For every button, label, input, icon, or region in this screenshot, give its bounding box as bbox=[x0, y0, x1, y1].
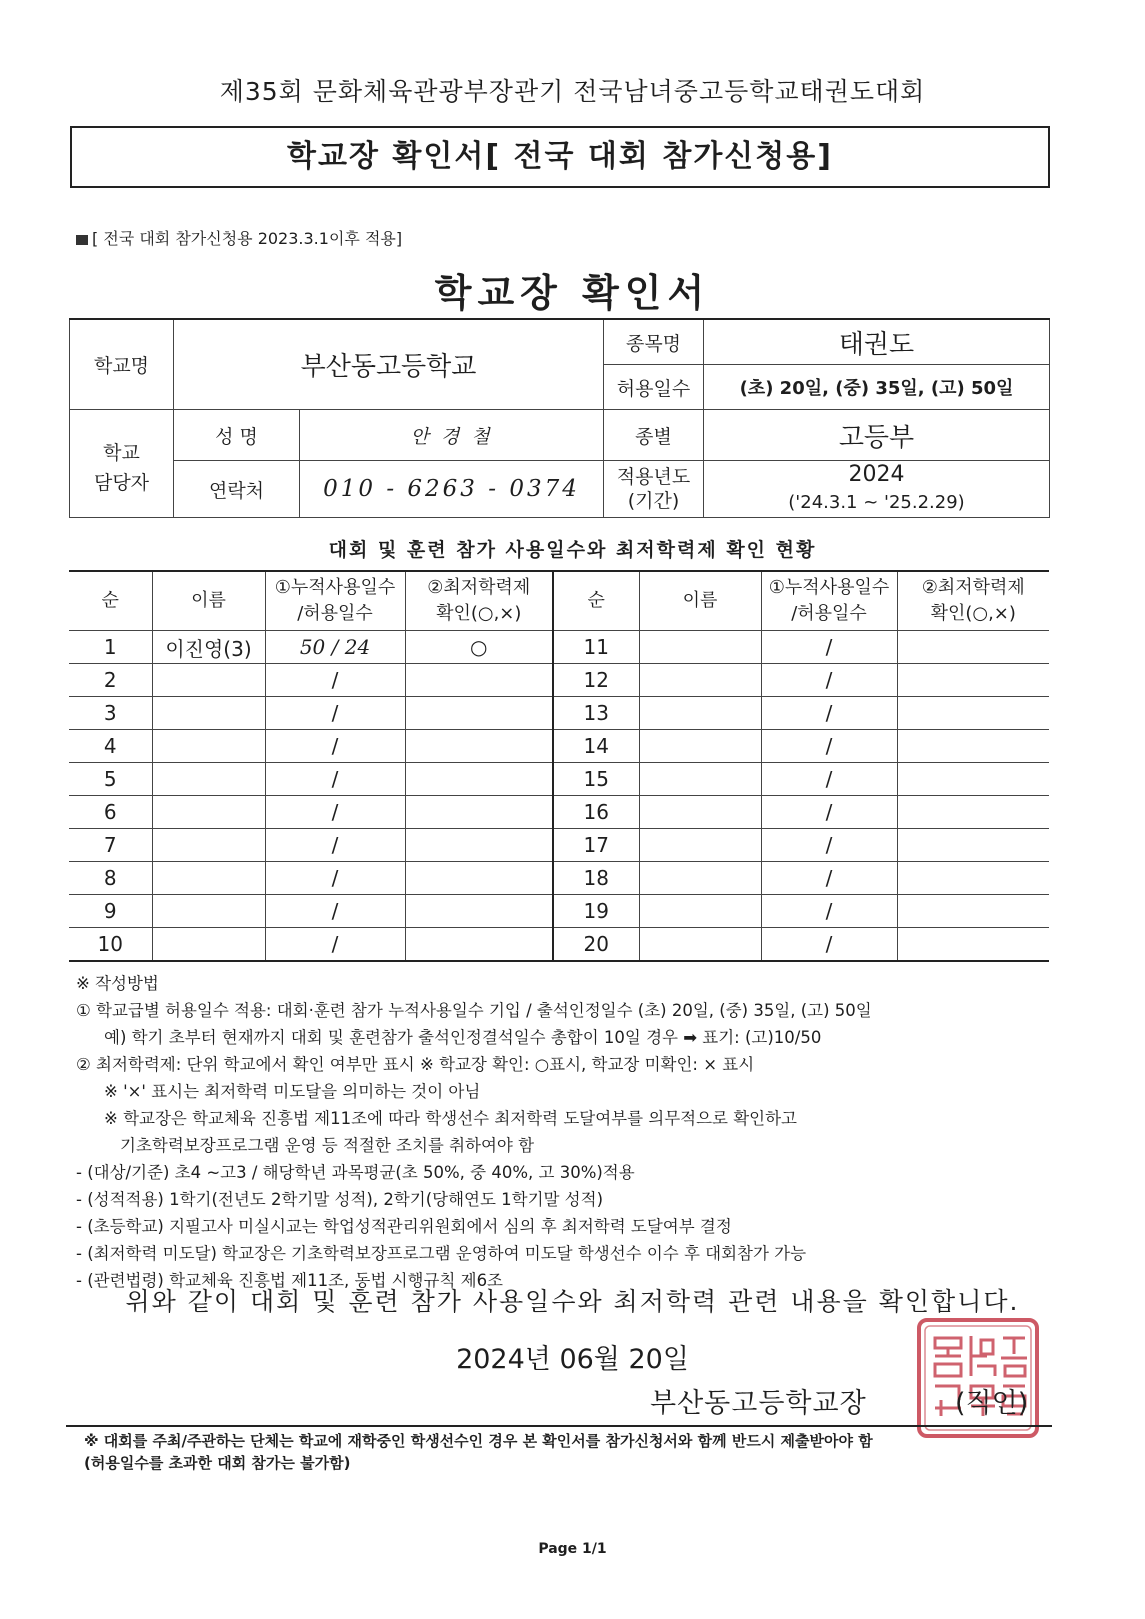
cell-check bbox=[897, 862, 1049, 895]
cell-name bbox=[152, 763, 265, 796]
allowed-value: (초) 20일, (중) 35일, (고) 50일 bbox=[704, 365, 1050, 410]
footer-note-line2: (허용일수를 초과한 대회 참가는 불가함) bbox=[84, 1454, 351, 1472]
cell-name bbox=[152, 796, 265, 829]
cell-name bbox=[152, 664, 265, 697]
cell-days: / bbox=[761, 829, 897, 862]
cell-check bbox=[897, 895, 1049, 928]
cell-days: / bbox=[265, 928, 405, 962]
cell-days: / bbox=[761, 631, 897, 664]
cell-no: 7 bbox=[69, 829, 152, 862]
cell-days: / bbox=[761, 796, 897, 829]
year-value: 2024 bbox=[848, 462, 905, 487]
cell-name bbox=[152, 829, 265, 862]
cell-no: 1 bbox=[69, 631, 152, 664]
method-line: - (초등학교) 지필고사 미실시교는 학업성적관리위원회에서 심의 후 최저학력 도달여부 결정 bbox=[76, 1217, 732, 1236]
table-row bbox=[69, 664, 1049, 697]
cell-check: ○ bbox=[405, 631, 553, 664]
cell-no: 9 bbox=[69, 895, 152, 928]
cell-days: / bbox=[761, 895, 897, 928]
col-days-right bbox=[761, 571, 897, 631]
col-check-right-line2: 확인(○,×) bbox=[930, 603, 1016, 624]
cell-no: 14 bbox=[553, 730, 639, 763]
manager-label bbox=[70, 410, 174, 518]
method-line: ② 최저학력제: 단위 학교에서 확인 여부만 표시 ※ 학교장 확인: ○표시, 학교장 미확인: × 표시 bbox=[76, 1055, 755, 1074]
cell-check bbox=[405, 664, 553, 697]
status-title: 대회 및 훈련 참가 사용일수와 최저학력제 확인 현황 bbox=[328, 539, 817, 561]
cell-no: 16 bbox=[553, 796, 639, 829]
cell-name bbox=[639, 796, 761, 829]
cell-check bbox=[405, 730, 553, 763]
cell-check bbox=[405, 928, 553, 962]
cell-days: / bbox=[265, 664, 405, 697]
col-check-right bbox=[897, 571, 1049, 631]
year-cell bbox=[704, 461, 1050, 518]
top-heading: 제35회 문화체육관광부장관기 전국남녀중고등학교태권도대회 bbox=[219, 77, 926, 106]
year-period: ('24.3.1 ~ '25.2.29) bbox=[788, 492, 965, 513]
apply-note-text: [ 전국 대회 참가신청용 2023.3.1이후 적용] bbox=[92, 229, 403, 248]
year-label-line2: (기간) bbox=[627, 490, 680, 512]
cell-check bbox=[897, 763, 1049, 796]
table-row bbox=[69, 829, 1049, 862]
table-row bbox=[69, 730, 1049, 763]
table-row bbox=[69, 796, 1049, 829]
year-label bbox=[604, 461, 704, 518]
method-line: - (성적적용) 1학기(전년도 2학기말 성적), 2학기(당해연도 1학기말 성적) bbox=[76, 1190, 604, 1209]
cell-days: / bbox=[265, 829, 405, 862]
page-number: Page 1/1 bbox=[538, 1541, 607, 1557]
table-row bbox=[69, 895, 1049, 928]
divider bbox=[66, 1425, 1052, 1427]
division-value: 고등부 bbox=[704, 410, 1050, 461]
cell-name bbox=[152, 862, 265, 895]
cell-check bbox=[405, 796, 553, 829]
manager-label-line2: 담당자 bbox=[93, 471, 150, 494]
col-check-line2: 확인(○,×) bbox=[436, 603, 522, 624]
col-days-line2: /허용일수 bbox=[297, 603, 373, 624]
event-value: 태권도 bbox=[704, 319, 1050, 365]
footer-note bbox=[84, 1430, 1064, 1474]
cell-no: 20 bbox=[553, 928, 639, 962]
allowed-label: 허용일수 bbox=[604, 365, 704, 410]
table-row bbox=[69, 928, 1049, 962]
official-seal-icon bbox=[915, 1316, 1041, 1440]
method-line: - (최저학력 미도달) 학교장은 기초학력보장프로그램 운영하여 미도달 학생선수 이수 후 대회참가 가능 bbox=[76, 1244, 807, 1263]
apply-note bbox=[76, 226, 402, 249]
principal-name: 부산동고등학교장 bbox=[650, 1388, 867, 1419]
school-label: 학교명 bbox=[70, 319, 174, 410]
cell-days: / bbox=[265, 730, 405, 763]
cell-check bbox=[405, 829, 553, 862]
cell-no: 10 bbox=[69, 928, 152, 962]
cell-check bbox=[897, 928, 1049, 962]
col-name: 이름 bbox=[152, 571, 265, 631]
col-check-line1: ②최저학력제 bbox=[427, 577, 531, 598]
cell-name bbox=[639, 928, 761, 962]
manager-label-line1: 학교 bbox=[103, 441, 140, 464]
col-no: 순 bbox=[69, 571, 152, 631]
cell-name bbox=[639, 763, 761, 796]
cell-name: 이진영(3) bbox=[152, 631, 265, 664]
cell-check bbox=[897, 829, 1049, 862]
cell-days: / bbox=[265, 697, 405, 730]
cell-no: 6 bbox=[69, 796, 152, 829]
cell-days: / bbox=[761, 862, 897, 895]
method-line: ※ 학교장은 학교체육 진흥법 제11조에 따라 학생선수 최저학력 도달여부를 의무적으로 확인하고 bbox=[104, 1109, 797, 1128]
cell-days: / bbox=[761, 730, 897, 763]
col-name-right: 이름 bbox=[639, 571, 761, 631]
cell-no: 4 bbox=[69, 730, 152, 763]
cell-name bbox=[639, 895, 761, 928]
cell-days: / bbox=[265, 895, 405, 928]
table-row bbox=[69, 631, 1049, 664]
cell-check bbox=[897, 796, 1049, 829]
cell-days: / bbox=[265, 796, 405, 829]
cell-no: 5 bbox=[69, 763, 152, 796]
table-row bbox=[69, 697, 1049, 730]
status-table bbox=[69, 570, 1049, 962]
col-days-right-line2: /허용일수 bbox=[791, 603, 867, 624]
cell-no: 18 bbox=[553, 862, 639, 895]
square-bullet-icon bbox=[76, 235, 88, 245]
cell-name bbox=[152, 730, 265, 763]
cell-no: 15 bbox=[553, 763, 639, 796]
cell-no: 12 bbox=[553, 664, 639, 697]
cell-days: / bbox=[761, 697, 897, 730]
confirmation-text: 위와 같이 대회 및 훈련 참가 사용일수와 최저학력 관련 내용을 확인합니다. bbox=[125, 1287, 1020, 1316]
seal-label: (직인) bbox=[955, 1388, 1029, 1419]
name-label: 성 명 bbox=[174, 410, 300, 461]
cell-name bbox=[152, 697, 265, 730]
contact-label: 연락처 bbox=[174, 461, 300, 518]
col-check bbox=[405, 571, 553, 631]
cell-check bbox=[405, 697, 553, 730]
cell-days: / bbox=[761, 928, 897, 962]
sign-date: 2024년 06월 20일 bbox=[456, 1344, 689, 1375]
method-line: - (대상/기준) 초4 ~고3 / 해당학년 과목평균(초 50%, 중 40%, 고 30%)적용 bbox=[76, 1163, 635, 1182]
event-label: 종목명 bbox=[604, 319, 704, 365]
year-label-line1: 적용년도 bbox=[616, 466, 691, 488]
col-days-right-line1: ①누적사용일수 bbox=[768, 577, 890, 598]
cell-check bbox=[897, 730, 1049, 763]
method-line: ① 학교급별 허용일수 적용: 대회·훈련 참가 누적사용일수 기입 / 출석인정일수 (초) 20일, (중) 35일, (고) 50일 bbox=[76, 1001, 872, 1020]
cell-no: 13 bbox=[553, 697, 639, 730]
writing-method bbox=[76, 970, 1076, 1294]
method-line: ※ '×' 표시는 최저학력 미도달을 의미하는 것이 아님 bbox=[104, 1082, 481, 1101]
cell-no: 11 bbox=[553, 631, 639, 664]
method-heading: ※ 작성방법 bbox=[76, 974, 159, 993]
cell-check bbox=[405, 862, 553, 895]
cell-days: / bbox=[761, 763, 897, 796]
cell-days: / bbox=[265, 763, 405, 796]
col-check-right-line1: ②최저학력제 bbox=[921, 577, 1025, 598]
cell-name bbox=[639, 862, 761, 895]
boxed-title: 학교장 확인서[ 전국 대회 참가신청용] bbox=[70, 126, 1050, 188]
info-table bbox=[69, 318, 1050, 518]
division-label: 종별 bbox=[604, 410, 704, 461]
cell-no: 3 bbox=[69, 697, 152, 730]
method-line: 기초학력보장프로그램 운영 등 적절한 조치를 취하여야 함 bbox=[120, 1136, 535, 1155]
cell-check bbox=[897, 697, 1049, 730]
cell-check bbox=[897, 664, 1049, 697]
col-days bbox=[265, 571, 405, 631]
table-row bbox=[69, 763, 1049, 796]
contact-value: 010 - 6263 - 0374 bbox=[300, 461, 604, 518]
cell-check bbox=[405, 895, 553, 928]
cell-days: 50 / 24 bbox=[265, 631, 405, 664]
cell-no: 19 bbox=[553, 895, 639, 928]
footer-note-line1: ※ 대회를 주최/주관하는 단체는 학교에 재학중인 학생선수인 경우 본 확인서를 참가신청서와 함께 반드시 제출받아야 함 bbox=[84, 1432, 873, 1450]
cell-name bbox=[639, 697, 761, 730]
cell-no: 8 bbox=[69, 862, 152, 895]
status-body bbox=[69, 631, 1049, 962]
col-days-line1: ①누적사용일수 bbox=[274, 577, 396, 598]
cell-no: 2 bbox=[69, 664, 152, 697]
cell-days: / bbox=[265, 862, 405, 895]
cell-name bbox=[639, 730, 761, 763]
cell-check bbox=[405, 763, 553, 796]
status-header-row bbox=[69, 571, 1049, 631]
cell-no: 17 bbox=[553, 829, 639, 862]
cell-days: / bbox=[761, 664, 897, 697]
cell-name bbox=[639, 664, 761, 697]
cell-name bbox=[639, 829, 761, 862]
col-no-right: 순 bbox=[553, 571, 639, 631]
method-line: - (관련법령) 학교체육 진흥법 제11조, 동법 시행규칙 제6조 bbox=[76, 1271, 503, 1290]
document-title: 학교장 확인서 bbox=[434, 271, 711, 315]
cell-name bbox=[639, 631, 761, 664]
cell-check bbox=[897, 631, 1049, 664]
name-value: 안 경 철 bbox=[300, 410, 604, 461]
table-row bbox=[69, 862, 1049, 895]
method-line: 예) 학기 초부터 현재까지 대회 및 훈련참가 출석인정결석일수 총합이 10일 경우 ➡ 표기: (고)10/50 bbox=[104, 1028, 822, 1047]
cell-name bbox=[152, 895, 265, 928]
cell-name bbox=[152, 928, 265, 962]
school-value: 부산동고등학교 bbox=[174, 319, 604, 410]
